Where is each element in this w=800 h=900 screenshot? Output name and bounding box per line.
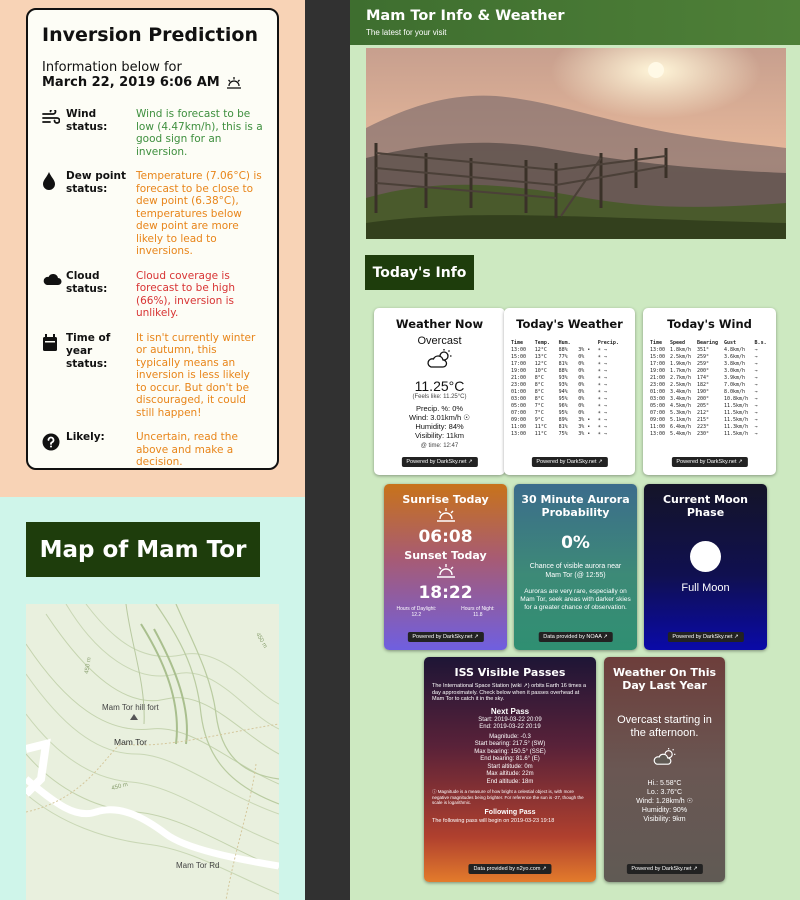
table-cell: 94%	[558, 388, 568, 395]
last-year-lo: Lo.: 3.76°C	[646, 789, 683, 796]
table-row	[649, 360, 770, 367]
table-cell: 15:00	[511, 353, 527, 360]
table-cell: 259°	[696, 360, 710, 367]
table-cell: 5.1km/h	[669, 416, 692, 423]
table-cell: 9°C	[534, 416, 544, 423]
table-header: Time	[511, 339, 524, 346]
weather-now-temp: 11.25°C	[414, 378, 465, 394]
darksky-link[interactable]: Powered by DarkSky.net ↗	[531, 457, 607, 467]
table-cell: 88%	[558, 346, 568, 353]
weather-now-wind: Wind: 3.01km/h ☉	[409, 413, 470, 422]
table-cell: ☀ →	[597, 430, 607, 437]
table-cell: 3.8km/h	[724, 360, 746, 367]
map-label-peak: Mam Tor	[114, 737, 147, 747]
table-cell: →	[754, 430, 758, 437]
table-cell: 8°C	[534, 374, 544, 381]
table-cell: ☀ →	[597, 416, 607, 423]
table-header: Precip.	[597, 339, 619, 346]
iss-end-alt: End altitude: 18m	[486, 778, 534, 785]
table-cell: 75%	[558, 430, 568, 437]
table-cell: 05:00	[511, 402, 527, 409]
table-row	[649, 423, 770, 430]
night-label: Hours of Night:	[461, 606, 495, 612]
moon-phase: Full Moon	[681, 582, 730, 594]
time-of-year-text: It isn't currently winter or autumn, this typically means an inversion is less likely to occur. But don't be discouraged, it could still happen!	[136, 331, 256, 419]
weather-now-feels: (Feels like: 11.25°C)	[412, 394, 467, 400]
table-cell: →	[754, 416, 758, 423]
table-cell: 223°	[696, 423, 710, 430]
wind-status-text: Wind is forecast to be low (4.47km/h), this is a good sign for an inversion.	[136, 108, 263, 158]
iss-start-alt: Start altitude: 0m	[487, 763, 533, 770]
table-cell: 15:00	[650, 353, 666, 360]
weather-now-visibility: Visibility: 11km	[415, 431, 464, 440]
table-header: Hum.	[558, 339, 571, 346]
table-cell: 95%	[558, 395, 568, 402]
table-cell: 230°	[696, 430, 710, 437]
likely-row	[42, 431, 263, 469]
table-cell: 11.5km/h	[724, 409, 749, 416]
darksky-link[interactable]: Powered by DarkSky.net ↗	[667, 632, 743, 642]
table-row	[510, 388, 629, 395]
table-cell: 23:00	[650, 381, 666, 388]
table-cell: ☀ →	[597, 353, 607, 360]
iss-end: End: 2019-03-22 20:19	[479, 724, 541, 730]
table-cell: 81%	[558, 360, 568, 367]
todays-weather-card	[504, 308, 635, 475]
last-year-card	[604, 657, 725, 882]
table-cell: 7°C	[534, 409, 544, 416]
table-cell: 13:00	[511, 430, 527, 437]
table-cell: ☀ →	[597, 388, 607, 395]
table-cell: 11:00	[650, 423, 666, 430]
dew-drop-icon	[42, 172, 56, 190]
table-cell: 19:00	[511, 367, 527, 374]
iss-max-bearing: Max bearing: 150.5° (SSE)	[474, 748, 546, 755]
table-cell: 2.5km/h	[669, 381, 692, 388]
iss-start: Start: 2019-03-22 20:09	[478, 716, 542, 723]
inversion-date: March 22, 2019 6:06 AM	[42, 75, 220, 90]
table-cell: 7.0km/h	[724, 381, 746, 388]
last-year-visibility: Visibility: 9km	[643, 816, 686, 823]
table-cell: →	[754, 402, 758, 409]
sunrise-icon	[226, 77, 242, 89]
table-cell: ☀ →	[597, 346, 607, 353]
moon-title: Current Moon Phase	[662, 493, 749, 519]
iss-max-alt: Max altitude: 22m	[486, 771, 534, 777]
table-cell: →	[754, 353, 758, 360]
iss-intro: The International Space Station (wiki ↗) orbits Earth 16 times a day approximately. Check below when it passes overhead at Mam Tor to catch it in the sky.	[432, 683, 587, 702]
table-row	[649, 395, 770, 402]
aurora-value: 0%	[561, 533, 590, 553]
table-cell: 200°	[696, 367, 710, 374]
iss-end-bearing: End bearing: 81.6° (E)	[480, 756, 540, 762]
cloud-status-row	[42, 270, 263, 320]
table-cell: 19:00	[650, 367, 666, 374]
calendar-icon	[42, 334, 58, 352]
night-value: 11.8	[473, 612, 483, 618]
table-cell: 215°	[696, 416, 710, 423]
table-cell: ☀ →	[597, 360, 607, 367]
moon-card	[644, 484, 767, 650]
iss-footnote: ⓘ Magnitude is a measure of how bright a celestial object is, with more negative magnitudes being brighter. For reference the sun is -27, though the scale is logarithmic.	[432, 789, 584, 805]
table-cell: 09:00	[511, 416, 527, 423]
last-year-title: Weather On This Day Last Year	[612, 666, 717, 692]
dew-point-text: Temperature (7.06°C) is forecast to be close to dew point (6.38°C), temperatures below dew point are more likely to lead to inversions.	[136, 170, 262, 257]
sunrise-title: Sunrise Today	[402, 493, 489, 506]
table-cell: 8°C	[534, 381, 544, 388]
table-row	[649, 367, 770, 374]
table-row	[649, 409, 770, 416]
table-header	[577, 339, 597, 346]
table-cell: →	[754, 367, 758, 374]
table-cell: 11.5km/h	[724, 430, 749, 437]
table-cell: 3% •	[578, 346, 591, 353]
table-cell: ☀ →	[597, 409, 607, 416]
todays-wind-card	[643, 308, 776, 475]
sunrise-icon	[436, 508, 456, 522]
weather-now-precip: Precip. %: 0%	[415, 404, 464, 413]
hero-photo	[366, 48, 786, 239]
main-panel	[350, 0, 800, 900]
table-row	[510, 367, 629, 374]
table-cell: 93%	[558, 381, 568, 388]
table-cell: →	[754, 360, 758, 367]
map-canvas[interactable]	[26, 604, 279, 900]
table-row	[510, 409, 629, 416]
table-cell: 95%	[558, 409, 568, 416]
table-header: Speed	[669, 339, 686, 346]
daylight-label: Hours of Daylight:	[396, 606, 437, 612]
table-cell: 190°	[696, 388, 710, 395]
today-info-title: Today's Info	[365, 255, 474, 290]
table-cell: 7°C	[534, 402, 544, 409]
table-header: Temp.	[534, 339, 550, 346]
table-cell: 8.0km/h	[724, 388, 746, 395]
cloud-icon	[42, 272, 62, 286]
table-cell: 13:00	[650, 346, 666, 353]
table-cell: 12°C	[534, 346, 547, 353]
table-cell: ☀ →	[597, 402, 607, 409]
table-cell: 8°C	[534, 388, 544, 395]
noaa-link[interactable]: Data provided by NOAA ↗	[538, 632, 613, 642]
table-cell: 4.8km/h	[724, 346, 746, 353]
dew-point-row	[42, 170, 263, 258]
sunrise-card	[384, 484, 507, 650]
page-header	[350, 0, 800, 45]
table-row	[510, 346, 629, 353]
table-cell: 96%	[558, 402, 568, 409]
table-cell: 07:00	[511, 409, 527, 416]
table-cell: →	[754, 409, 758, 416]
table-cell: 11°C	[534, 430, 547, 437]
page-subtitle: The latest for your visit	[366, 28, 447, 37]
question-icon	[42, 433, 60, 451]
aurora-title: 30 Minute Aurora Probability	[521, 493, 630, 519]
table-row	[649, 388, 770, 395]
table-cell: 0%	[578, 374, 585, 381]
table-cell: 2.7km/h	[669, 374, 692, 381]
weather-now-condition: Overcast	[417, 335, 462, 347]
table-cell: 5.3km/h	[669, 409, 692, 416]
table-cell: →	[754, 381, 758, 388]
table-cell: ☀ →	[597, 374, 607, 381]
todays-weather-table	[510, 339, 629, 437]
sunrise-time: 06:08	[418, 527, 473, 547]
cloud-status-label: Cloud status:	[66, 269, 108, 295]
dew-point-label: Dew point status:	[66, 170, 127, 195]
likely-text: Uncertain, read the above and make a decision.	[136, 431, 238, 468]
last-year-summary: Overcast starting in the afternoon.	[617, 714, 712, 739]
table-cell: 3% •	[578, 430, 591, 437]
weather-now-time: @ time: 12:47	[420, 443, 459, 449]
table-row	[649, 416, 770, 423]
n2yo-link[interactable]: Data provided by n2yo.com ↗	[468, 864, 551, 874]
time-of-year-label: Time of year status:	[66, 331, 111, 370]
table-row	[510, 395, 629, 402]
map-label-contour: 450 m	[254, 632, 268, 650]
full-moon-icon	[690, 541, 721, 572]
aurora-desc: Chance of visible aurora near Mam Tor (@ 12:55)	[529, 563, 622, 579]
table-cell: 1.9km/h	[669, 360, 692, 367]
table-cell: 0%	[578, 367, 585, 374]
table-cell: 81%	[558, 423, 568, 430]
table-cell: 21:00	[650, 374, 666, 381]
aurora-note: Auroras are very rare, especially on Mam Tor, seek areas with darker skies for a greater chance of observation.	[520, 588, 631, 611]
table-cell: 1.8km/h	[669, 346, 692, 353]
table-cell: →	[754, 374, 758, 381]
iss-start-bearing: Start bearing: 217.5° (SW)	[474, 741, 546, 747]
table-cell: 11:00	[511, 423, 527, 430]
table-cell: →	[754, 395, 758, 402]
table-row	[510, 430, 629, 437]
wind-icon	[42, 110, 60, 124]
table-row	[510, 423, 629, 430]
table-cell: 93%	[558, 374, 568, 381]
table-header: Bearing	[696, 339, 719, 346]
table-cell: 8°C	[534, 395, 544, 402]
cloud-status-text: Cloud coverage is forecast to be high (66%), inversion is unlikely.	[136, 269, 236, 319]
table-cell: 11.3km/h	[724, 423, 749, 430]
table-row	[510, 374, 629, 381]
aurora-card	[514, 484, 637, 650]
table-cell: 205°	[696, 402, 710, 409]
table-cell: 11.5km/h	[724, 416, 749, 423]
table-cell: 03:00	[511, 395, 527, 402]
table-cell: 88%	[558, 367, 568, 374]
iss-card	[424, 657, 596, 882]
table-cell: 0%	[578, 402, 585, 409]
weather-now-card	[374, 308, 505, 475]
table-cell: 3.0km/h	[724, 367, 746, 374]
table-cell: 05:00	[650, 402, 666, 409]
inversion-title: Inversion Prediction	[42, 24, 258, 46]
table-cell: 3.6km/h	[724, 353, 746, 360]
table-row	[649, 402, 770, 409]
table-cell: 0%	[578, 353, 585, 360]
todays-weather-title: Today's Weather	[516, 317, 623, 331]
table-cell: 77%	[558, 353, 568, 360]
table-cell: 3.9km/h	[724, 374, 746, 381]
table-cell: 212°	[696, 409, 710, 416]
table-cell: 01:00	[511, 388, 527, 395]
table-cell: 23:00	[511, 381, 527, 388]
iss-magnitude: Magnitude: -0.3	[489, 733, 531, 740]
table-cell: 13:00	[511, 346, 527, 353]
table-row	[510, 416, 629, 423]
table-cell: 03:00	[650, 395, 666, 402]
table-cell: →	[754, 346, 758, 353]
table-row	[649, 346, 770, 353]
table-row	[510, 402, 629, 409]
todays-wind-table	[649, 339, 770, 437]
table-row	[649, 353, 770, 360]
table-row	[649, 381, 770, 388]
table-cell: 351°	[696, 346, 710, 353]
table-cell: 3% •	[578, 416, 591, 423]
table-header: Time	[650, 339, 663, 346]
last-year-hi: Hi.: 5.58°C	[647, 780, 682, 787]
map-label-road: Mam Tor Rd	[176, 861, 220, 870]
table-cell: 09:00	[650, 416, 666, 423]
inversion-date-row	[42, 75, 263, 90]
cloudy-sun-icon	[426, 349, 454, 369]
table-row	[510, 353, 629, 360]
table-cell: →	[754, 423, 758, 430]
table-row	[649, 374, 770, 381]
table-cell: 0%	[578, 381, 585, 388]
todays-wind-title: Today's Wind	[667, 317, 752, 331]
table-cell: 3% •	[578, 423, 591, 430]
table-cell: ☀ →	[597, 423, 607, 430]
map-label-contour: 450 m	[84, 656, 93, 675]
table-cell: 21:00	[511, 374, 527, 381]
weather-now-humidity: Humidity: 84%	[415, 422, 464, 431]
table-cell: 200°	[696, 395, 710, 402]
table-header: B.s.	[754, 339, 767, 346]
table-cell: 4.5km/h	[669, 402, 692, 409]
table-cell: 0%	[578, 395, 585, 402]
darksky-link[interactable]: Powered by DarkSky.net ↗	[626, 864, 702, 874]
iss-following-title: Following Pass	[484, 808, 536, 816]
table-cell: 2.5km/h	[669, 353, 692, 360]
table-header: Gust	[724, 339, 737, 346]
table-cell: 13:00	[650, 430, 666, 437]
daylight-value: 12.2	[411, 612, 422, 618]
table-cell: 3.4km/h	[669, 388, 692, 395]
table-cell: ☀ →	[597, 381, 607, 388]
map-label-fort: Mam Tor hill fort	[102, 703, 159, 712]
table-cell: 11.5km/h	[724, 402, 749, 409]
map-title: Map of Mam Tor	[26, 522, 260, 577]
table-cell: 5.4km/h	[669, 430, 692, 437]
last-year-wind: Wind: 1.28km/h ☉	[636, 798, 693, 805]
darksky-link[interactable]: Powered by DarkSky.net ↗	[407, 632, 483, 642]
darksky-link[interactable]: Powered by DarkSky.net ↗	[401, 457, 477, 467]
table-cell: 01:00	[650, 388, 666, 395]
sunset-title: Sunset Today	[404, 549, 487, 562]
darksky-link[interactable]: Powered by DarkSky.net ↗	[671, 457, 747, 467]
table-cell: 0%	[578, 409, 585, 416]
table-cell: 0%	[578, 388, 585, 395]
weather-now-title: Weather Now	[395, 317, 484, 331]
table-cell: 174°	[696, 374, 710, 381]
iss-following: The following pass will begin on 2019-03-23 19:18	[432, 817, 555, 824]
table-cell: 10°C	[534, 367, 547, 374]
likely-label: Likely:	[66, 431, 105, 443]
table-row	[510, 381, 629, 388]
time-of-year-row	[42, 332, 263, 420]
table-cell: 11°C	[534, 423, 547, 430]
table-cell: 07:00	[650, 409, 666, 416]
table-cell: 17:00	[650, 360, 666, 367]
table-cell: 3.4km/h	[669, 395, 692, 402]
table-cell: 13°C	[534, 353, 547, 360]
table-cell: 10.8km/h	[724, 395, 749, 402]
table-row	[510, 360, 629, 367]
table-cell: 182°	[696, 381, 710, 388]
map-label-contour: 450 m	[110, 781, 129, 792]
table-cell: 12°C	[534, 360, 547, 367]
sunset-icon	[436, 564, 456, 578]
table-cell: ☀ →	[597, 395, 607, 402]
table-cell: 89%	[558, 416, 568, 423]
inversion-subtitle: Information below for	[42, 60, 182, 75]
iss-next-title: Next Pass	[490, 706, 530, 716]
wind-status-row	[42, 108, 263, 158]
table-row	[649, 430, 770, 437]
table-cell: 0%	[578, 360, 585, 367]
sunset-time: 18:22	[418, 583, 473, 603]
table-cell: 1.7km/h	[669, 367, 692, 374]
inversion-card	[26, 8, 279, 470]
table-cell: ☀ →	[597, 367, 607, 374]
iss-title: ISS Visible Passes	[454, 666, 566, 679]
table-cell: 259°	[696, 353, 710, 360]
cloudy-sun-icon	[652, 748, 678, 766]
page-title: Mam Tor Info & Weather	[366, 8, 565, 24]
table-cell: →	[754, 388, 758, 395]
table-cell: 6.4km/h	[669, 423, 692, 430]
last-year-humidity: Humidity: 90%	[641, 807, 688, 814]
table-cell: 17:00	[511, 360, 527, 367]
wind-status-label: Wind status:	[66, 108, 108, 133]
map[interactable]	[26, 604, 279, 900]
